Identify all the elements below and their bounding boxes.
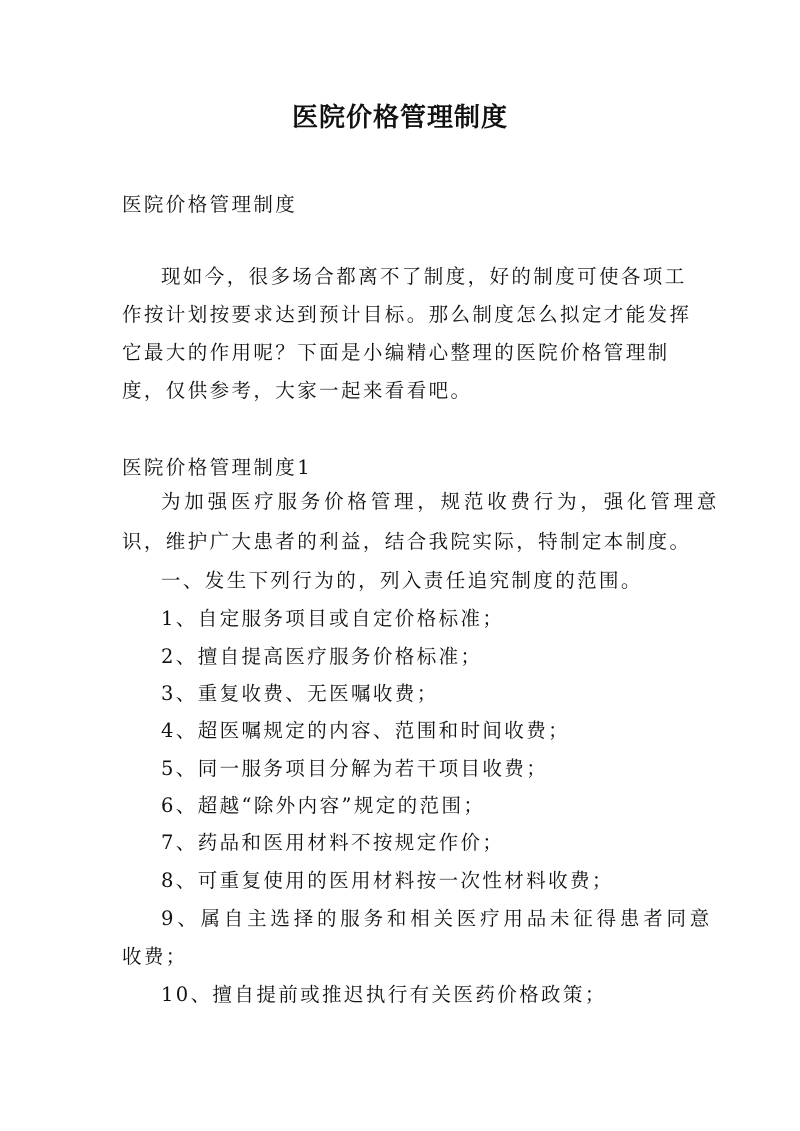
list-item: 6、超越“除外内容”规定的范围；: [161, 794, 486, 817]
intro-line: 现如今，很多场合都离不了制度，好的制度可使各项工: [161, 265, 687, 288]
section-paragraph-line: 识，维护广大患者的利益，结合我院实际，特制定本制度。: [122, 530, 692, 553]
list-item: 1、自定服务项目或自定价格标准；: [161, 607, 505, 630]
intro-line: 度，仅供参考，大家一起来看看吧。: [122, 379, 473, 402]
list-item: 10、擅自提前或推迟执行有关医药价格政策；: [161, 983, 607, 1006]
list-item: 5、同一服务项目分解为若干项目收费；: [161, 757, 549, 780]
list-item: 8、可重复使用的医用材料按一次性材料收费；: [161, 869, 614, 892]
clause-heading: 一、发生下列行为的，列入责任追究制度的范围。: [161, 569, 643, 592]
document-subtitle: 医院价格管理制度: [122, 193, 298, 216]
list-item: 2、擅自提高医疗服务价格标准；: [161, 645, 483, 668]
list-item: 3、重复收费、无医嘱收费；: [161, 682, 439, 705]
intro-line: 它最大的作用呢？下面是小编精心整理的医院价格管理制: [122, 341, 670, 364]
section-heading: 医院价格管理制度1: [122, 456, 313, 479]
list-item: 9、属自主选择的服务和相关医疗用品未征得患者同意: [161, 907, 714, 930]
list-item-continuation: 收费；: [122, 945, 188, 968]
intro-line: 作按计划按要求达到预计目标。那么制度怎么拟定才能发挥: [122, 303, 692, 326]
section-paragraph-line: 为加强医疗服务价格管理，规范收费行为，强化管理意: [161, 490, 721, 513]
list-item: 7、药品和医用材料不按规定作价；: [161, 831, 505, 854]
document-title: 医院价格管理制度: [291, 103, 508, 133]
list-item: 4、超医嘱规定的内容、范围和时间收费；: [161, 719, 571, 742]
